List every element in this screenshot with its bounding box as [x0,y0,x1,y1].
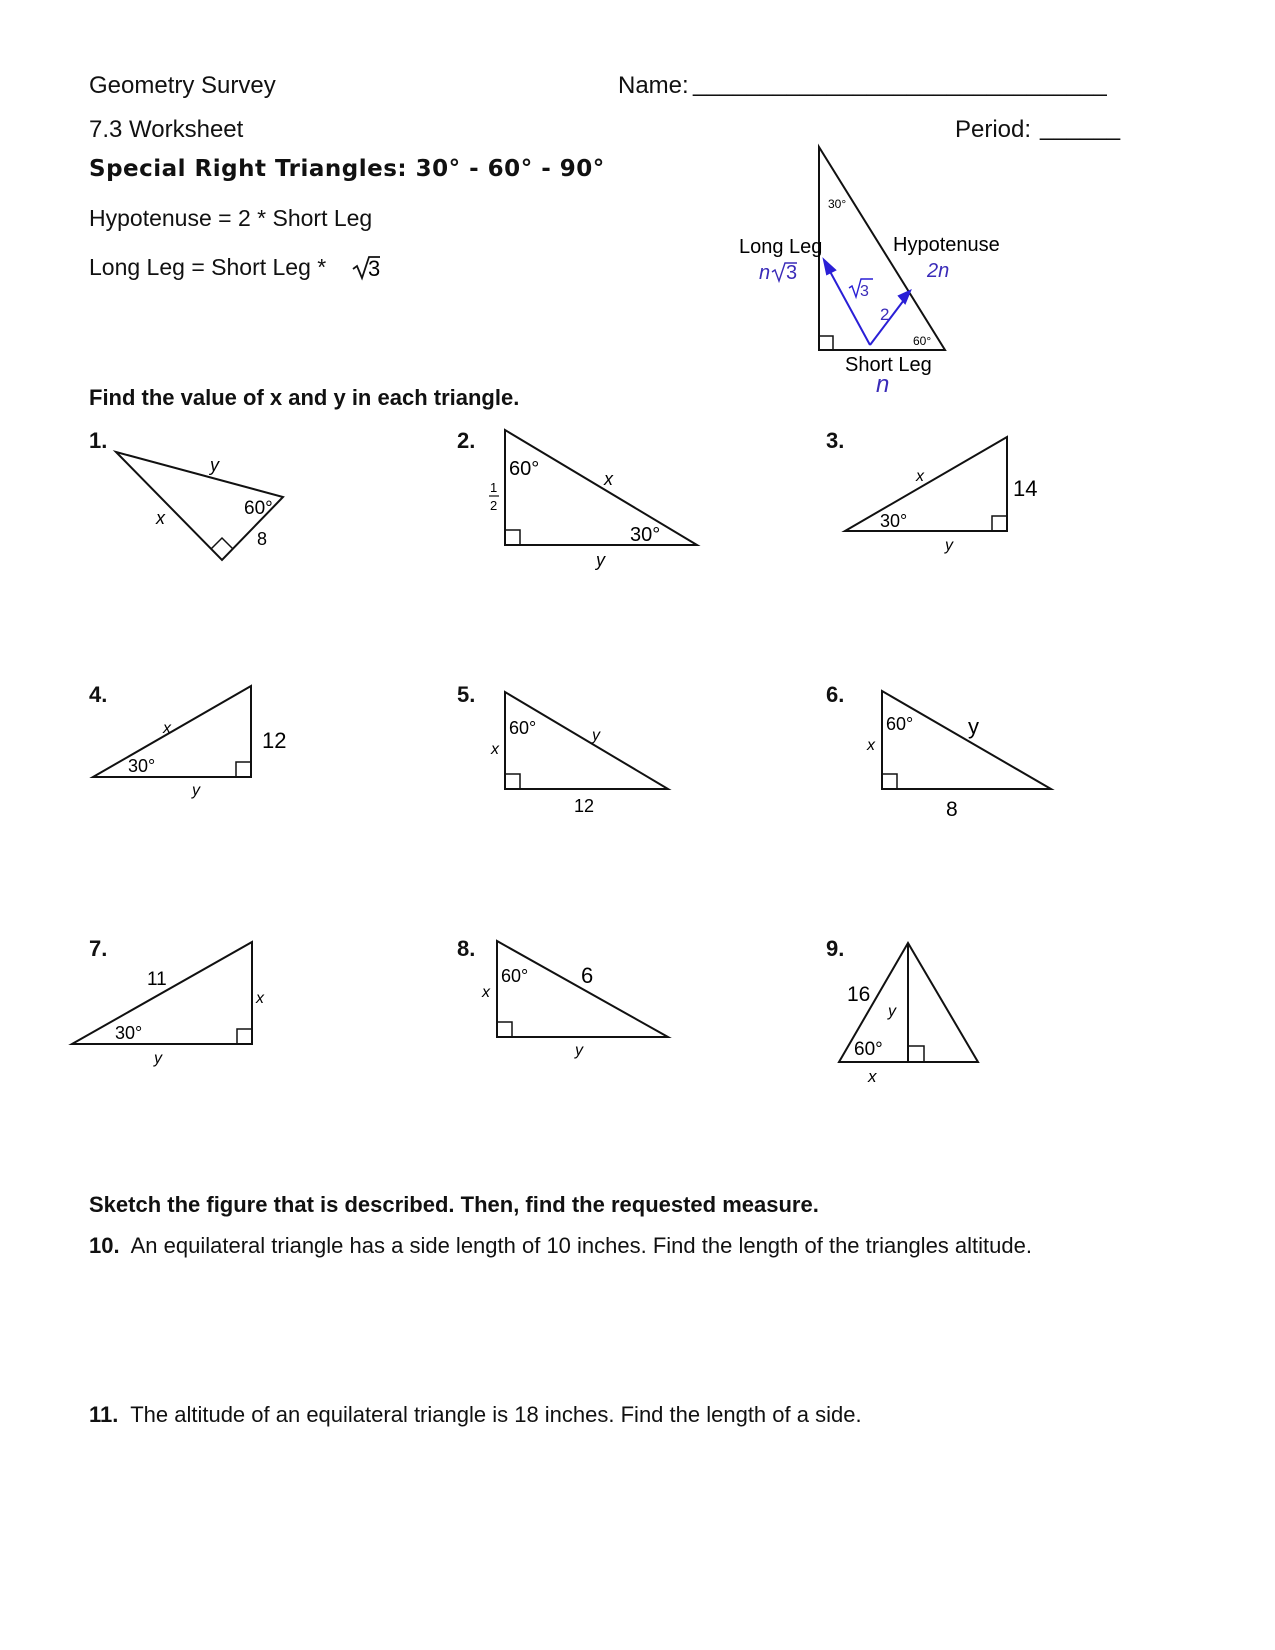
question-11 [89,1402,862,1428]
right-angle-mark-8 [497,1022,512,1037]
p2-label-frac-num: 1 [490,480,498,495]
p9-label-angle: 60° [854,1039,883,1060]
problem-number-3: 3. [826,428,845,453]
period-label: Period: [955,116,1032,143]
problem-number-8: 8. [457,936,476,961]
right-angle-mark-7 [237,1029,252,1044]
ref-angle-60: 60° [913,334,932,348]
question-11-text: The altitude of an equilateral triangle is 18 inches. Find the length of a side. [130,1402,862,1427]
ref-short-leg-expr: n [876,371,890,398]
p2-label-frac-den: 2 [490,498,498,513]
p8-label-x: x [482,984,490,1001]
p9-label-y: y [888,1003,896,1020]
p7-label-11: 11 [147,969,167,990]
p2-label-angle-30: 30° [630,524,661,546]
p6-label-y: y [968,714,979,739]
p2-label-y: y [596,550,605,570]
question-10 [89,1233,1032,1259]
right-angle-mark-5 [505,774,520,789]
question-10-text: An equilateral triangle has a side length of 10 inches. Find the length of the triangles altitude. [130,1233,1032,1258]
p6-label-8: 8 [946,798,958,821]
p3-label-y: y [945,537,953,554]
problem-number-7: 7. [89,936,108,961]
right-angle-mark-6 [882,774,897,789]
ref-long-leg-n: n [759,262,771,284]
rule-hypotenuse: Hypotenuse = 2 * Short Leg [89,205,373,231]
problem-number-6: 6. [826,682,845,707]
problem-number-1: 1. [89,428,108,453]
p4-label-y: y [192,782,200,799]
triangle-4 [93,686,251,777]
p3-label-x: x [916,468,924,485]
ref-hypotenuse-label: Hypotenuse [893,234,1000,256]
ref-short-leg-label: Short Leg [845,354,932,376]
triangle-2 [505,430,697,545]
ref-long-leg-label: Long Leg [739,236,823,258]
p5-label-x: x [491,741,499,758]
triangle-7 [72,942,252,1044]
triangle-5 [505,692,668,789]
question-10-number: 10. [89,1233,120,1258]
arrow-long-leg [827,266,870,345]
problem-number-2: 2. [457,428,476,453]
ref-long-leg-root: 3 [786,262,798,284]
ref-inner-root: 3 [860,283,869,300]
p1-label-angle: 60° [244,498,273,519]
rule-long-leg: Long Leg = Short Leg * [89,254,327,280]
p1-label-side: 8 [257,529,268,549]
p7-label-y: y [154,1050,162,1067]
p7-label-x: x [256,990,264,1007]
p8-label-6: 6 [581,963,594,988]
ref-inner-two: 2 [880,305,890,324]
p7-label-angle: 30° [115,1023,143,1043]
p4-label-angle: 30° [128,756,156,776]
right-angle-mark-4 [236,762,251,777]
period-field[interactable]: ______ [1040,114,1121,141]
ref-angle-30: 30° [828,197,847,211]
page-title: Special Right Triangles: 30° - 60° - 90° [89,156,605,182]
right-angle-mark-3 [992,516,1007,531]
p1-label-y: y [210,455,219,475]
p4-label-12: 12 [262,728,287,753]
problem-number-5: 5. [457,682,476,707]
section-instructions-2: Sketch the figure that is described. Then, find the requested measure. [89,1192,819,1217]
p9-label-16: 16 [847,983,871,1006]
section-instructions-1: Find the value of x and y in each triangle. [89,385,520,410]
course-title: Geometry Survey [89,72,276,99]
p6-label-x: x [867,737,875,754]
p5-label-12: 12 [574,796,595,816]
arrowhead-hypotenuse-icon [899,291,910,303]
p2-label-angle-60: 60° [509,458,540,480]
p6-label-angle: 60° [886,714,914,734]
triangle-3 [845,437,1007,531]
worksheet-label: 7.3 Worksheet [89,116,244,143]
problem-number-9: 9. [826,936,845,961]
p9-label-x: x [868,1067,877,1086]
p8-label-angle: 60° [501,966,529,986]
question-11-number: 11. [89,1402,119,1427]
reference-right-angle [819,336,833,350]
triangle-6 [882,691,1051,789]
p1-label-x: x [156,508,165,528]
right-angle-mark-2 [505,530,520,545]
problem-number-4: 4. [89,682,108,707]
p3-label-angle: 30° [880,511,908,531]
name-field[interactable]: _______________________________ [693,70,1107,97]
ref-hypotenuse-expr: 2n [927,260,950,282]
rule-root-three: 3 [368,256,381,281]
p3-label-14: 14 [1013,476,1038,501]
p5-label-angle: 60° [509,718,537,738]
p8-label-y: y [575,1042,583,1059]
right-angle-mark-1 [211,538,233,549]
name-label: Name: [618,72,689,99]
p5-label-y: y [592,727,600,744]
right-angle-mark-9 [908,1046,924,1062]
p4-label-x: x [163,720,171,737]
p2-label-x: x [604,469,613,489]
arrowhead-long-leg-icon [824,260,835,274]
triangle-8 [497,941,668,1037]
